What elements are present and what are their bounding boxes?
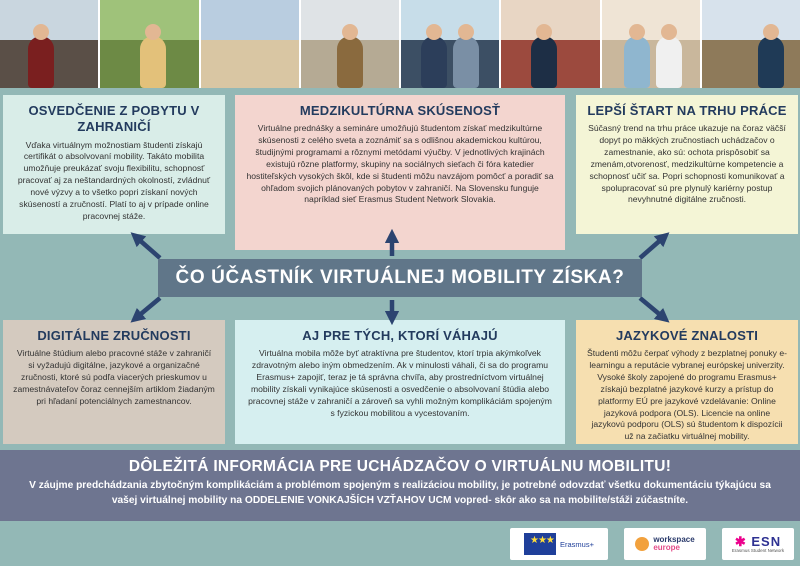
esn-logo-text: ESN (751, 534, 782, 549)
workspace-logo-text: workspace (653, 535, 695, 544)
photo-students-tablet (401, 0, 501, 88)
europe-logo-text: europe (653, 543, 680, 552)
benefit-text: Vďaka virtuálnym možnostiam študenti získajú certifikát o absolvovaní mobility. Takáto mobilita umožňuje preukázať svoju flexibilitu, schopnosť pracovať aj za neštandardných okolností, zvládnuť nové výzvy a to všetko popri získaní nových skúseností a zručností. Platí to aj v prípade online pracovnej stáže. (17, 139, 211, 221)
photo-big-ben (702, 0, 800, 88)
photo-woman-map (100, 0, 200, 88)
arrow-down-left (136, 298, 160, 318)
benefit-title: OSVEDČENIE Z POBYTU V ZAHRANIČÍ (28, 103, 200, 135)
notice-title: DÔLEŽITÁ INFORMÁCIA PRE UCHÁDZAČOV O VIRTUÁLNU MOBILITU! (128, 458, 672, 475)
main-heading: ČO ÚČASTNÍK VIRTUÁLNEJ MOBILITY ZÍSKA? (158, 259, 642, 297)
benefit-job-market (576, 95, 798, 234)
benefit-title: JAZYKOVÉ ZNALOSTI (615, 328, 759, 343)
photo-students-smiling (602, 0, 702, 88)
photo-man-reading (301, 0, 401, 88)
workspace-europe-logo (624, 528, 706, 560)
benefit-title: LEPŠÍ ŠTART NA TRHU PRÁCE (587, 103, 787, 118)
partner-logos (510, 528, 794, 560)
benefit-intercultural (235, 95, 565, 250)
benefit-text: Virtuálne štúdium alebo pracovné stáže v zahraničí si vyžadujú digitálne, jazykové a organizačné zručnosti, ktoré sú podľa viacerých prieskumov u zamestnávateľov čoraz cennejším artiklom žiadaným pri hľadaní potenciálnych zamestnancov. (13, 348, 215, 406)
esn-star-icon: ✱ (734, 534, 747, 549)
photo-strip (0, 0, 800, 88)
arrow-down-right (640, 298, 664, 318)
photo-students-campus (501, 0, 601, 88)
erasmus-logo (510, 528, 608, 560)
benefit-title: AJ PRE TÝCH, KTORÍ VÁHAJÚ (302, 328, 498, 343)
benefit-text: Študenti môžu čerpať výhody z bezplatnej ponuky e-learningu a reputácie vybranej európskej univerzity. Vysoké školy zapojené do programu Erasmus+ získajú bezplatné jazykové kurzy a prístup do platformy EÚ pre jazykové vzdelávanie: Online jazyková podpora (OLS). Licencie na online jazykovú podporu (OLS) sú študentom k dispozícii už na začiatku virtuálnej mobility. (586, 348, 788, 442)
benefit-languages (576, 320, 798, 444)
eu-flag-icon: ★★★ (524, 533, 556, 555)
photo-student-laptop (0, 0, 100, 88)
benefit-title: MEDZIKULTÚRNA SKÚSENOSŤ (299, 103, 501, 118)
arrow-up-right (640, 237, 664, 258)
benefit-text: Virtuálna mobila môže byť atraktívna pre študentov, ktorí trpia akýmkoľvek zdravotným alebo iným obmedzením. Ak v minulosti váhali, či sa do programu Erasmus+ zapojiť, teraz je tá správna chvíľa, aby prostredníctvom virtuálnej mobility získali vynikajúce skúsenosti a osvedčenie o absolvovaní štúdia alebo pracovnej stáže v zahraničí a zároveň sa vyhli možným komplikáciám spojeným s fyzickou mobilitou a vycestovaním. (248, 348, 552, 418)
benefit-hesitant (235, 320, 565, 444)
benefit-certificate (3, 95, 225, 234)
workspace-circle-icon (635, 537, 649, 551)
notice-panel (0, 450, 800, 521)
arrow-up-left (136, 237, 160, 258)
erasmus-logo-text: Erasmus+ (560, 539, 594, 549)
benefit-text: Virtuálne prednášky a semináre umožňujú študentom získať medzikultúrne skúsenosti z celého sveta a zoznámiť sa s odlišnou akademickou kultúrou, študijnými programami a rôznymi metódami výučby. V jednotlivých krajinách existujú rôzne platformy, skupiny na sociálnych sieťach či fóra katedier hostiteľských vysokých škôl, kde si študenti môžu navzájom pomôcť a poradiť sa ohľadom svojich plánovaných pobytov v zahraničí. Na Slovensku funguje napríklad sieť Erasmus Student Network Slovakia. (246, 123, 554, 205)
esn-logo (722, 528, 794, 560)
esn-logo-subtext: Erasmus Student Network (731, 548, 785, 553)
photo-city-building (201, 0, 301, 88)
benefit-digital-skills (3, 320, 225, 444)
benefit-title: DIGITÁLNE ZRUČNOSTI (37, 328, 191, 343)
benefit-text: Súčasný trend na trhu práce ukazuje na čoraz väčší dopyt po mäkkých zručnostiach uchádzačov o zamestnanie, ako sú: ochota prispôsobiť sa zmenám,otvorenosť, medzikultúrne kompetencie a schopnosť učiť sa. Popri schopnosti komunikovať a spolupracovať sú pre plynulý kariérny postup nevyhnutné digitálne zručnosti. (588, 123, 786, 205)
notice-text: V záujme predchádzania zbytočným komplikáciám a problémom spojeným s realizáciou mobility, je potrebné odovzdať všetku dokumentáciu týkajúcu sa vašej virtuálnej mobility na ODDELENIE VONKAJŠÍCH VZŤAHOV UCM vopred- skôr ako sa na mobilite/stáži zúčastníte. (29, 480, 771, 506)
